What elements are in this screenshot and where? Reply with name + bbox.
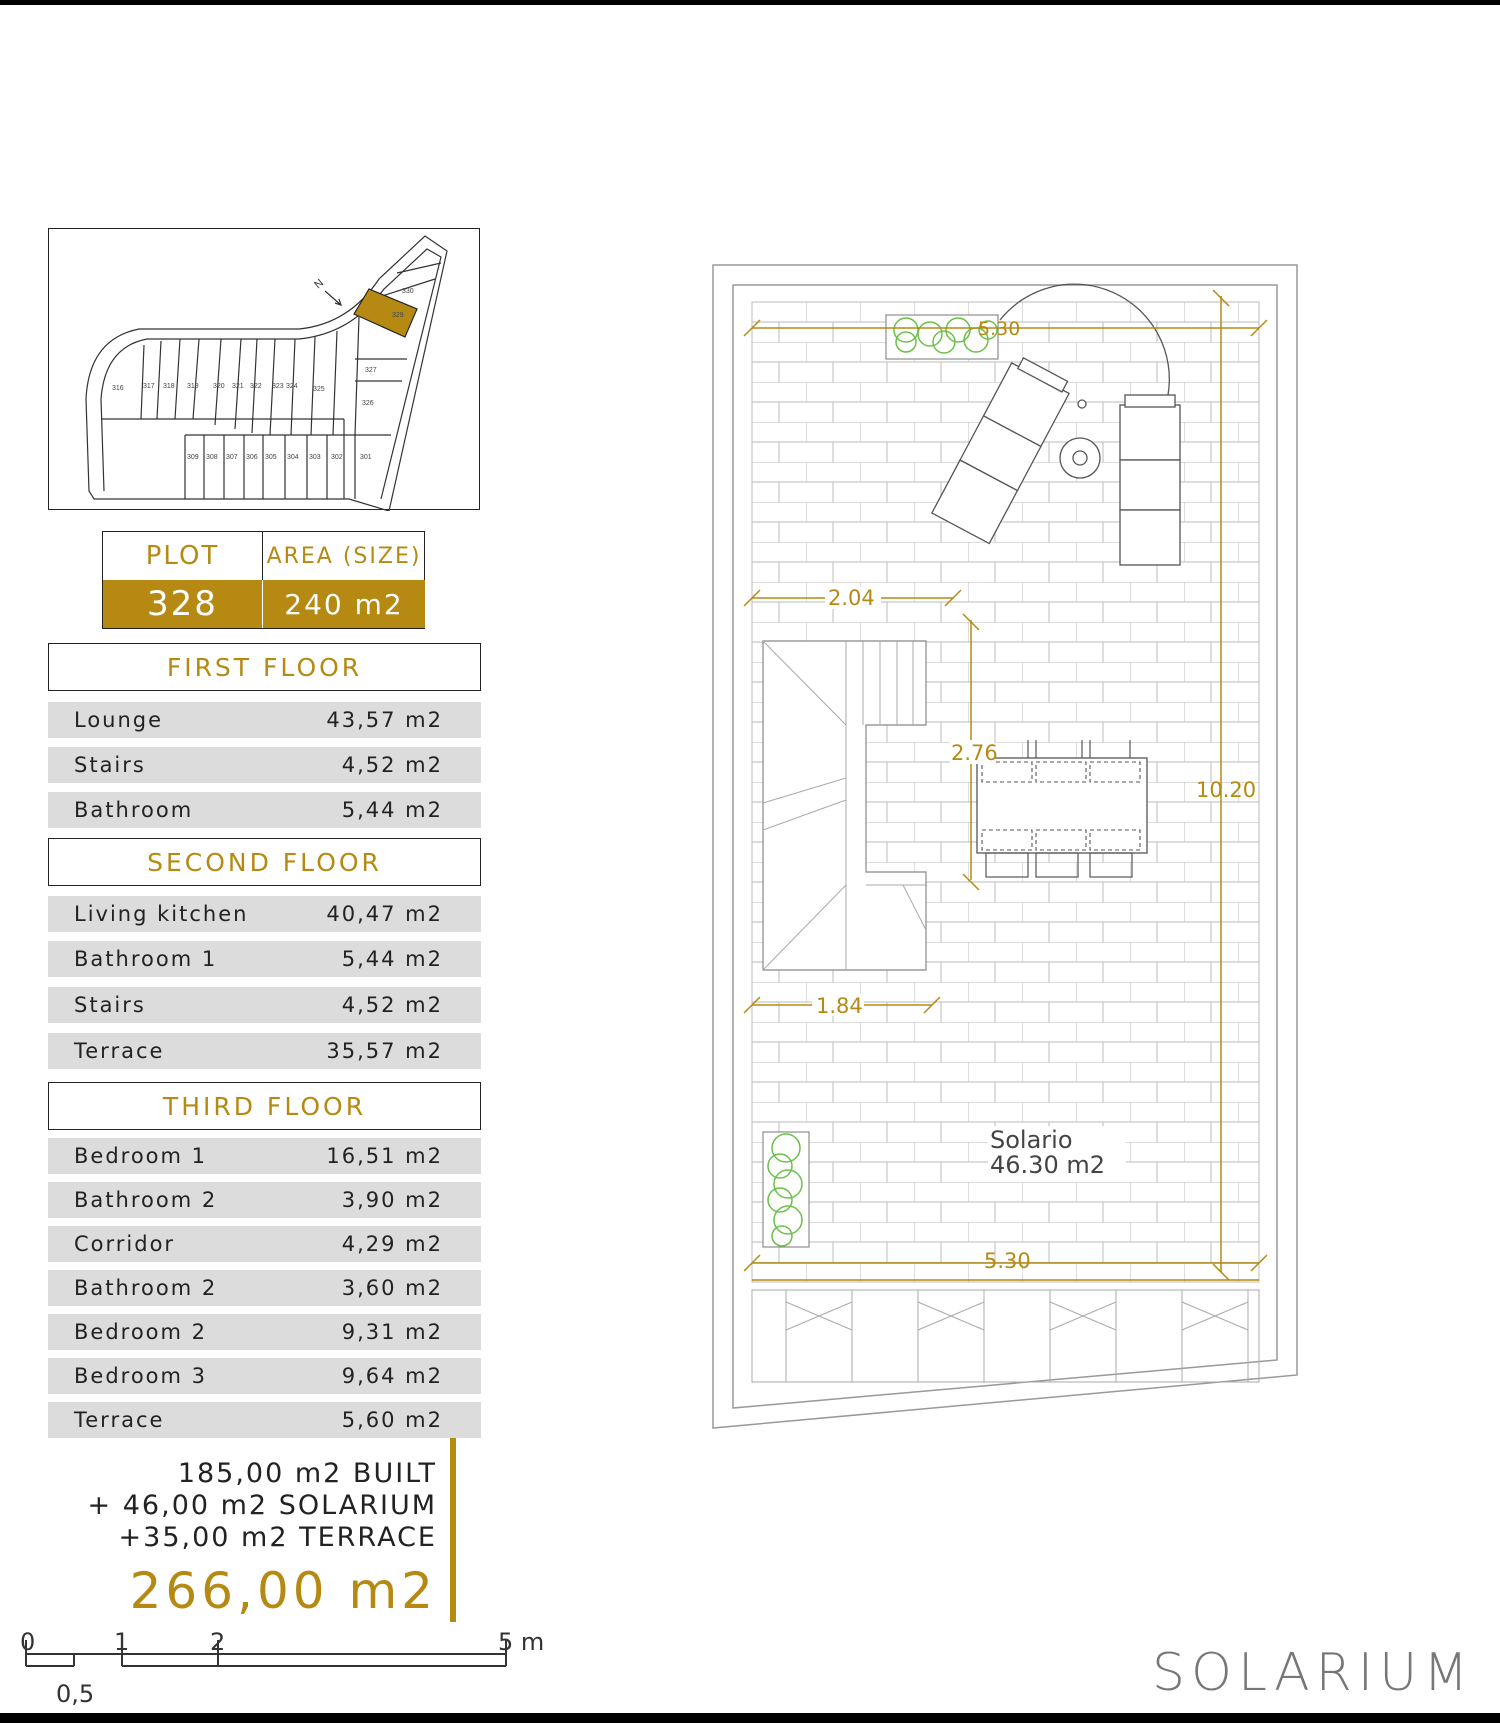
room-area: 5,60 m2 (341, 1408, 443, 1432)
scale-label-1: 1 (114, 1628, 130, 1656)
lot-number: 307 (226, 454, 238, 461)
floor-title: THIRD FLOOR (48, 1082, 481, 1130)
dining-table (977, 758, 1147, 853)
north-label: N (312, 276, 327, 292)
dim-stair-width: 2.04 (828, 586, 875, 610)
dim-height: 10.20 (1196, 778, 1257, 802)
room-area: 5,44 m2 (341, 798, 443, 822)
room-area-label: 46.30 m2 (990, 1151, 1105, 1179)
scale-label-5: 5 m (498, 1628, 545, 1656)
lot-number: 324 (286, 383, 298, 390)
room-name: Bedroom 2 (74, 1320, 208, 1344)
lot-number: 329 (392, 312, 404, 319)
lot-number: 306 (246, 454, 258, 461)
room-area: 4,52 m2 (341, 753, 443, 777)
room-name: Stairs (74, 753, 146, 777)
dim-top-width: 5.30 (978, 318, 1021, 340)
lot-number: 309 (187, 454, 199, 461)
room-area: 43,57 m2 (326, 708, 443, 732)
room-name: Corridor (74, 1232, 176, 1256)
room-area: 5,44 m2 (341, 947, 443, 971)
plot-label: PLOT (103, 532, 263, 580)
room-name: Bathroom 2 (74, 1276, 218, 1300)
lot-number: 322 (250, 383, 262, 390)
room-area: 4,52 m2 (341, 993, 443, 1017)
lot-number: 304 (287, 454, 299, 461)
room-name: Lounge (74, 708, 164, 732)
area-label: AREA (SIZE) (266, 543, 422, 569)
sheet-title: SOLARIUM (1152, 1643, 1475, 1703)
room-area: 40,47 m2 (326, 902, 443, 926)
lot-number: 301 (360, 454, 372, 461)
lot-number: 302 (331, 454, 343, 461)
built-area: 185,00 m2 BUILT (177, 1458, 437, 1489)
lot-number: 330 (402, 288, 414, 295)
lot-number: 319 (187, 383, 199, 390)
room-name: Bathroom 1 (74, 947, 218, 971)
area-value: 240 m2 (263, 580, 425, 628)
terrace-area: +35,00 m2 TERRACE (118, 1522, 437, 1553)
total-area: 266,00 m2 (129, 1562, 437, 1620)
room-name: Living kitchen (74, 902, 249, 926)
plot-value: 328 (103, 580, 263, 628)
bottom-border (0, 1713, 1500, 1723)
scale-label-0: 0 (20, 1628, 36, 1656)
lot-number: 323 (272, 383, 284, 390)
room-name: Bedroom 3 (74, 1364, 208, 1388)
lot-number: 321 (232, 383, 244, 390)
lot-number: 316 (112, 385, 124, 392)
room-name: Stairs (74, 993, 146, 1017)
lot-number: 320 (213, 383, 225, 390)
room-name: Bathroom (74, 798, 194, 822)
room-name: Terrace (74, 1408, 165, 1432)
lot-number: 326 (362, 400, 374, 407)
scale-label-2: 2 (210, 1628, 226, 1656)
dim-bottom-width: 5.30 (984, 1249, 1031, 1273)
planter-bottom (763, 1132, 809, 1247)
lot-number: 308 (206, 454, 218, 461)
room-area: 4,29 m2 (341, 1232, 443, 1256)
lot-number: 325 (313, 386, 325, 393)
scale-sub-label: 0,5 (56, 1680, 95, 1708)
room-area: 3,90 m2 (341, 1188, 443, 1212)
lot-number: 305 (265, 454, 277, 461)
lot-number: 318 (163, 383, 175, 390)
floor-title: FIRST FLOOR (48, 643, 481, 691)
room-name: Bathroom 2 (74, 1188, 218, 1212)
room-name: Terrace (74, 1039, 165, 1063)
room-label: Solario (990, 1126, 1073, 1154)
lot-number: 317 (143, 383, 155, 390)
lot-number: 303 (309, 454, 321, 461)
dim-lower-width: 1.84 (816, 994, 863, 1018)
room-area: 16,51 m2 (326, 1144, 443, 1168)
lot-number: 327 (365, 367, 377, 374)
dim-stair-depth: 2.76 (951, 741, 998, 765)
room-area: 3,60 m2 (341, 1276, 443, 1300)
floor-title: SECOND FLOOR (48, 838, 481, 886)
room-name: Bedroom 1 (74, 1144, 208, 1168)
room-area: 9,64 m2 (341, 1364, 443, 1388)
room-area: 35,57 m2 (326, 1039, 443, 1063)
solarium-area: + 46,00 m2 SOLARIUM (87, 1490, 437, 1521)
room-area: 9,31 m2 (341, 1320, 443, 1344)
